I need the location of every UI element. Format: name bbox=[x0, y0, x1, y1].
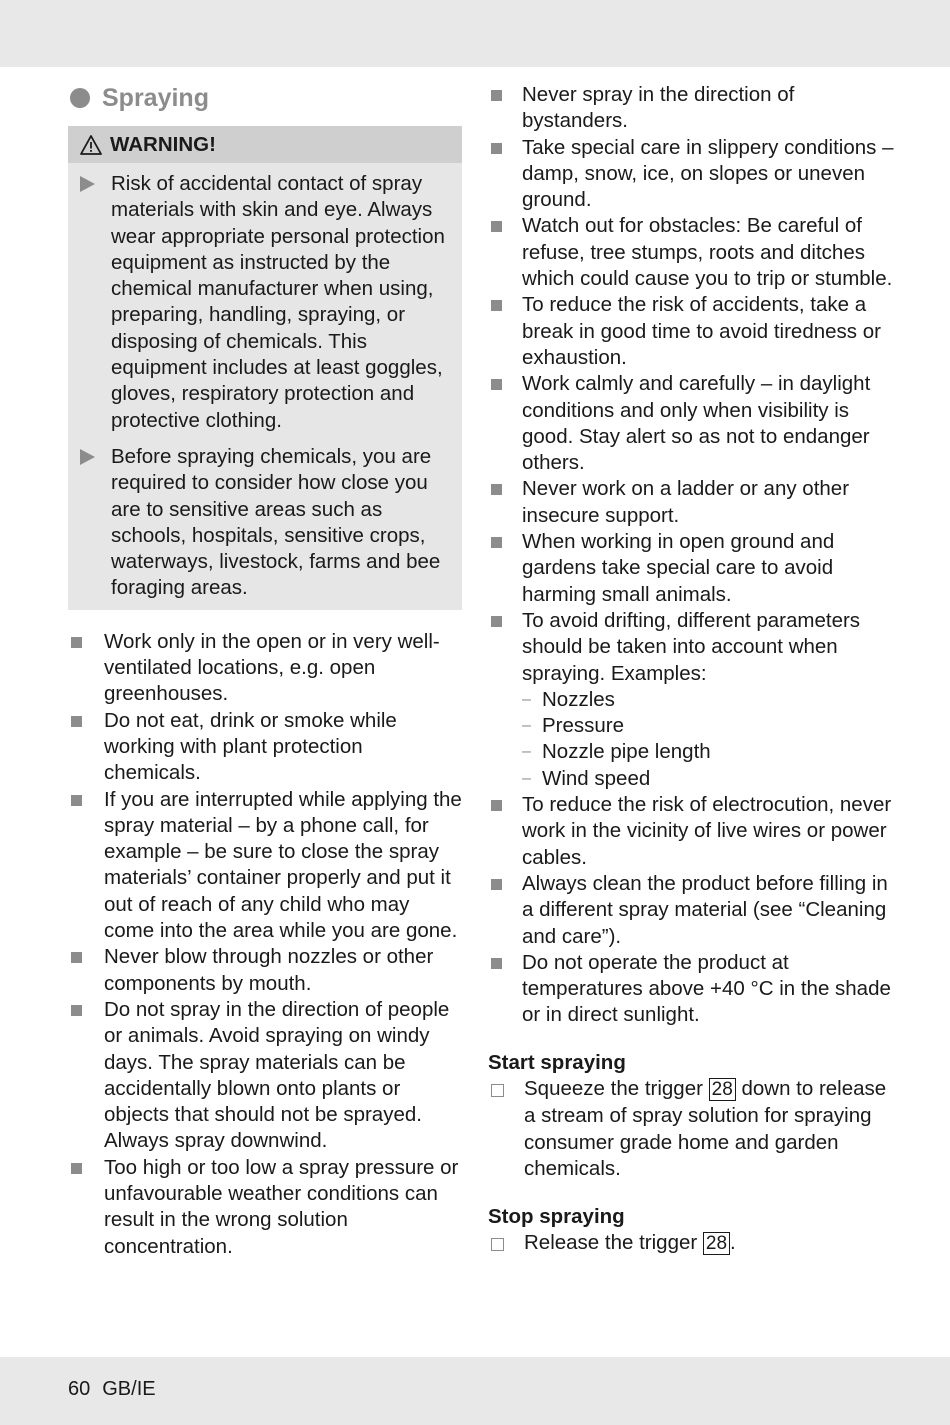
part-reference: 28 bbox=[709, 1078, 736, 1101]
list-item bbox=[488, 608, 898, 792]
start-spraying-heading: Start spraying bbox=[488, 1050, 626, 1074]
list-item bbox=[488, 871, 898, 950]
sublist-item-text: Nozzles bbox=[542, 687, 615, 711]
list-item-text: Never blow through nozzles or other components by mouth. bbox=[104, 945, 434, 995]
square-bullet-icon bbox=[491, 379, 502, 390]
step-text-pre: Release the trigger bbox=[524, 1231, 703, 1255]
page-footer bbox=[68, 1378, 168, 1401]
square-bullet-icon bbox=[71, 1163, 82, 1174]
list-item bbox=[488, 371, 898, 476]
dash-bullet: – bbox=[522, 690, 531, 708]
list-item bbox=[68, 708, 462, 787]
list-item-text: Do not operate the product at temperatures above +40 °C in the shade or in direct sunlight. bbox=[522, 950, 891, 1027]
sublist-item-text: Pressure bbox=[542, 714, 625, 738]
dash-bullet: – bbox=[522, 769, 531, 787]
safety-list-left bbox=[68, 629, 462, 1260]
stop-spraying-heading: Stop spraying bbox=[488, 1205, 625, 1229]
square-bullet-icon bbox=[491, 300, 502, 311]
step-text-post: . bbox=[730, 1231, 736, 1255]
list-item bbox=[68, 944, 462, 997]
list-item-text: To avoid drifting, different parameters should be taken into account when spraying. Examples: bbox=[522, 608, 861, 685]
right-column bbox=[488, 82, 898, 1258]
play-arrow-icon bbox=[80, 449, 95, 465]
list-item bbox=[488, 950, 898, 1029]
step-text-post: down to release a stream of spray solution for spraying consumer grade home and garden chemicals. bbox=[524, 1076, 887, 1180]
warning-triangle-icon bbox=[80, 135, 102, 155]
list-item-text: Take special care in slippery conditions – damp, snow, ice, on slopes or uneven ground. bbox=[522, 135, 894, 212]
list-item bbox=[488, 292, 898, 371]
square-bullet-icon bbox=[491, 537, 502, 548]
warning-item bbox=[68, 163, 462, 434]
sublist-item bbox=[522, 713, 898, 739]
square-bullet-icon bbox=[491, 879, 502, 890]
list-item bbox=[488, 529, 898, 608]
dash-bullet: – bbox=[522, 743, 531, 761]
safety-list-right bbox=[488, 82, 898, 1029]
list-item bbox=[68, 787, 462, 945]
step-item bbox=[488, 1230, 898, 1257]
sublist-item-text: Nozzle pipe length bbox=[542, 740, 711, 764]
top-band bbox=[0, 0, 950, 67]
part-reference: 28 bbox=[703, 1232, 730, 1255]
square-bullet-icon bbox=[491, 484, 502, 495]
section-title: Spraying bbox=[102, 83, 209, 112]
square-bullet-icon bbox=[491, 616, 502, 627]
warning-heading: WARNING! bbox=[110, 132, 216, 156]
list-item-text: If you are interrupted while applying the spray material – by a phone call, for example – be sure to close the spray materials’ container properly and put it out of reach of any child who may come into the area while you are gone. bbox=[104, 787, 462, 943]
step-item bbox=[488, 1076, 898, 1182]
play-arrow-icon bbox=[80, 176, 95, 192]
step-text bbox=[524, 1230, 736, 1257]
list-item bbox=[488, 82, 898, 135]
list-item-text: When working in open ground and gardens take special care to avoid harming small animals. bbox=[522, 530, 835, 606]
list-item-text: Watch out for obstacles: Be careful of refuse, tree stumps, roots and ditches which could cause you to trip or stumble. bbox=[522, 214, 893, 291]
drift-parameters bbox=[522, 687, 898, 792]
list-item-text: Do not spray in the direction of people or animals. Avoid spraying on windy days. The spray materials can be accidentally blown onto plants or objects that should not be sprayed. Always spray downwind. bbox=[104, 997, 450, 1153]
square-bullet-icon bbox=[491, 143, 502, 154]
list-item-text: To reduce the risk of electrocution, never work in the vicinity of live wires or power cables. bbox=[522, 793, 892, 869]
list-item-text: Never spray in the direction of bystanders. bbox=[522, 83, 795, 133]
square-bullet-icon bbox=[491, 90, 502, 101]
left-column bbox=[68, 80, 462, 1260]
list-item-text: Too high or too low a spray pressure or unfavourable weather conditions can result in the wrong solution concentration. bbox=[104, 1155, 459, 1258]
sublist-item bbox=[522, 687, 898, 713]
list-item-text: Work calmly and carefully – in daylight conditions and only when visibility is good. Stay alert so as not to endanger others. bbox=[522, 372, 871, 475]
step-text-pre: Squeeze the trigger bbox=[524, 1076, 709, 1100]
warning-header bbox=[68, 126, 462, 163]
bullet-dot-icon bbox=[70, 88, 90, 108]
square-bullet-icon bbox=[71, 716, 82, 727]
page-number: 60 bbox=[68, 1378, 91, 1400]
dash-bullet: – bbox=[522, 717, 531, 735]
sublist-item bbox=[522, 739, 898, 765]
square-bullet-icon bbox=[71, 637, 82, 648]
list-item-text: Do not eat, drink or smoke while working with plant protection chemicals. bbox=[104, 708, 397, 785]
warning-item bbox=[68, 434, 462, 602]
square-bullet-icon bbox=[71, 952, 82, 963]
list-item-text: Never work on a ladder or any other insecure support. bbox=[522, 477, 850, 527]
list-item bbox=[68, 629, 462, 708]
list-item-text: Always clean the product before filling in a different spray material (see “Cleaning and care”). bbox=[522, 871, 888, 948]
stop-steps bbox=[488, 1230, 898, 1257]
warning-box bbox=[68, 126, 462, 610]
list-item bbox=[68, 997, 462, 1155]
list-item bbox=[488, 213, 898, 292]
square-bullet-icon bbox=[491, 221, 502, 232]
sublist-item bbox=[522, 766, 898, 792]
square-bullet-icon bbox=[71, 795, 82, 806]
step-text bbox=[524, 1076, 898, 1182]
section-heading bbox=[68, 80, 462, 116]
square-bullet-icon bbox=[491, 958, 502, 969]
checkbox-icon bbox=[491, 1084, 504, 1097]
checkbox-icon bbox=[491, 1238, 504, 1251]
warning-item-text: Before spraying chemicals, you are required to consider how close you are to sensitive areas such as schools, hospitals, sensitive crops, waterways, livestock, farms and bee foraging areas. bbox=[111, 444, 441, 600]
list-item-body bbox=[522, 608, 898, 792]
list-item bbox=[488, 792, 898, 871]
list-item-text: Work only in the open or in very well-ventilated locations, e.g. open greenhouses. bbox=[104, 629, 440, 706]
warning-item-text: Risk of accidental contact of spray materials with skin and eye. Always wear appropriate personal protection equipment as instructed by the chemical manufacturer when using, preparing, handling, spraying, or disposing of chemicals. This equipment includes at least goggles, gloves, respiratory protection and protective clothing. bbox=[111, 172, 445, 432]
list-item bbox=[68, 1155, 462, 1260]
list-item bbox=[488, 476, 898, 529]
square-bullet-icon bbox=[71, 1005, 82, 1016]
square-bullet-icon bbox=[491, 800, 502, 811]
start-steps bbox=[488, 1076, 898, 1182]
sublist-item-text: Wind speed bbox=[542, 766, 651, 790]
list-item-text: To reduce the risk of accidents, take a break in good time to avoid tiredness or exhaustion. bbox=[522, 293, 881, 369]
list-item bbox=[488, 135, 898, 214]
locale-code: GB/IE bbox=[102, 1378, 156, 1400]
